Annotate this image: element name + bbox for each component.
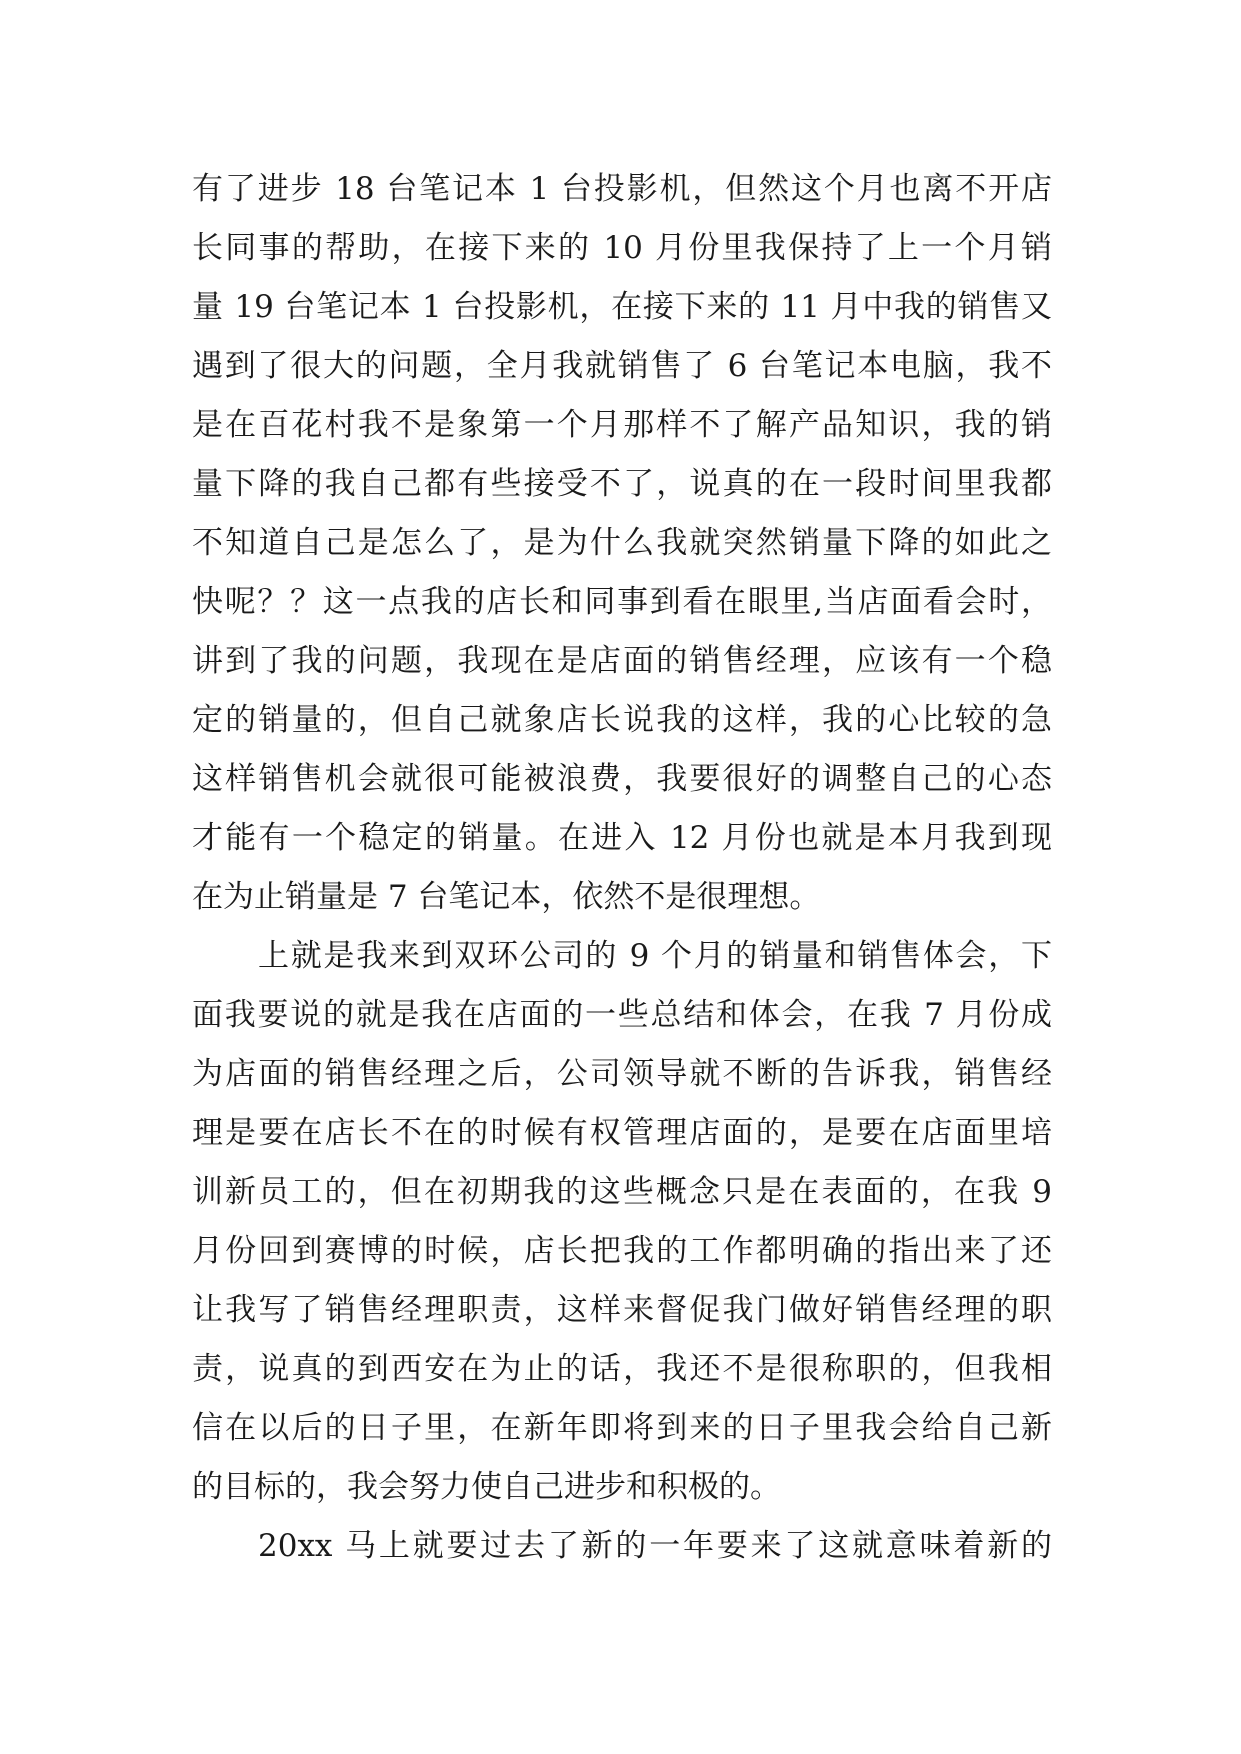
text-line: 有了进步 18 台笔记本 1 台投影机，但然这个月也离不开店 [192, 171, 1052, 207]
text-line: 上就是我来到双环公司的 9 个月的销量和销售体会，下 [258, 938, 1052, 974]
text-line: 训新员工的，但在初期我的这些概念只是在表面的，在我 9 [192, 1174, 1052, 1210]
text-line: 不知道自己是怎么了，是为什么我就突然销量下降的如此之 [192, 525, 1052, 561]
text-line: 月份回到赛博的时候，店长把我的工作都明确的指出来了还 [192, 1233, 1052, 1269]
text-line: 量 19 台笔记本 1 台投影机，在接下来的 11 月中我的销售又 [192, 289, 1052, 325]
text-line: 讲到了我的问题，我现在是店面的销售经理，应该有一个稳 [192, 643, 1052, 679]
text-line: 的目标的，我会努力使自己进步和积极的。 [192, 1469, 781, 1505]
text-line: 为店面的销售经理之后，公司领导就不断的告诉我，销售经 [192, 1056, 1052, 1092]
text-line: 长同事的帮助，在接下来的 10 月份里我保持了上一个月销 [192, 230, 1052, 266]
text-line: 信在以后的日子里，在新年即将到来的日子里我会给自己新 [192, 1410, 1052, 1446]
text-line: 量下降的我自己都有些接受不了，说真的在一段时间里我都 [192, 466, 1052, 502]
body-text [192, 160, 1052, 1576]
text-line: 快呢？？这一点我的店长和同事到看在眼里,当店面看会时， [192, 584, 1052, 620]
text-line: 责，说真的到西安在为止的话，我还不是很称职的，但我相 [192, 1351, 1052, 1387]
text-line: 20xx 马上就要过去了新的一年要来了这就意味着新的 [258, 1528, 1052, 1564]
text-line: 面我要说的就是我在店面的一些总结和体会，在我 7 月份成 [192, 997, 1052, 1033]
text-line: 遇到了很大的问题，全月我就销售了 6 台笔记本电脑，我不 [192, 348, 1052, 384]
text-line: 定的销量的，但自己就象店长说我的这样，我的心比较的急 [192, 702, 1052, 738]
text-line: 让我写了销售经理职责，这样来督促我门做好销售经理的职 [192, 1292, 1052, 1328]
text-line: 理是要在店长不在的时候有权管理店面的，是要在店面里培 [192, 1115, 1052, 1151]
text-line: 是在百花村我不是象第一个月那样不了解产品知识，我的销 [192, 407, 1052, 443]
text-line: 在为止销量是 7 台笔记本，依然不是很理想。 [192, 879, 821, 915]
text-line: 才能有一个稳定的销量。在进入 12 月份也就是本月我到现 [192, 820, 1052, 856]
text-line: 这样销售机会就很可能被浪费，我要很好的调整自己的心态 [192, 761, 1052, 797]
